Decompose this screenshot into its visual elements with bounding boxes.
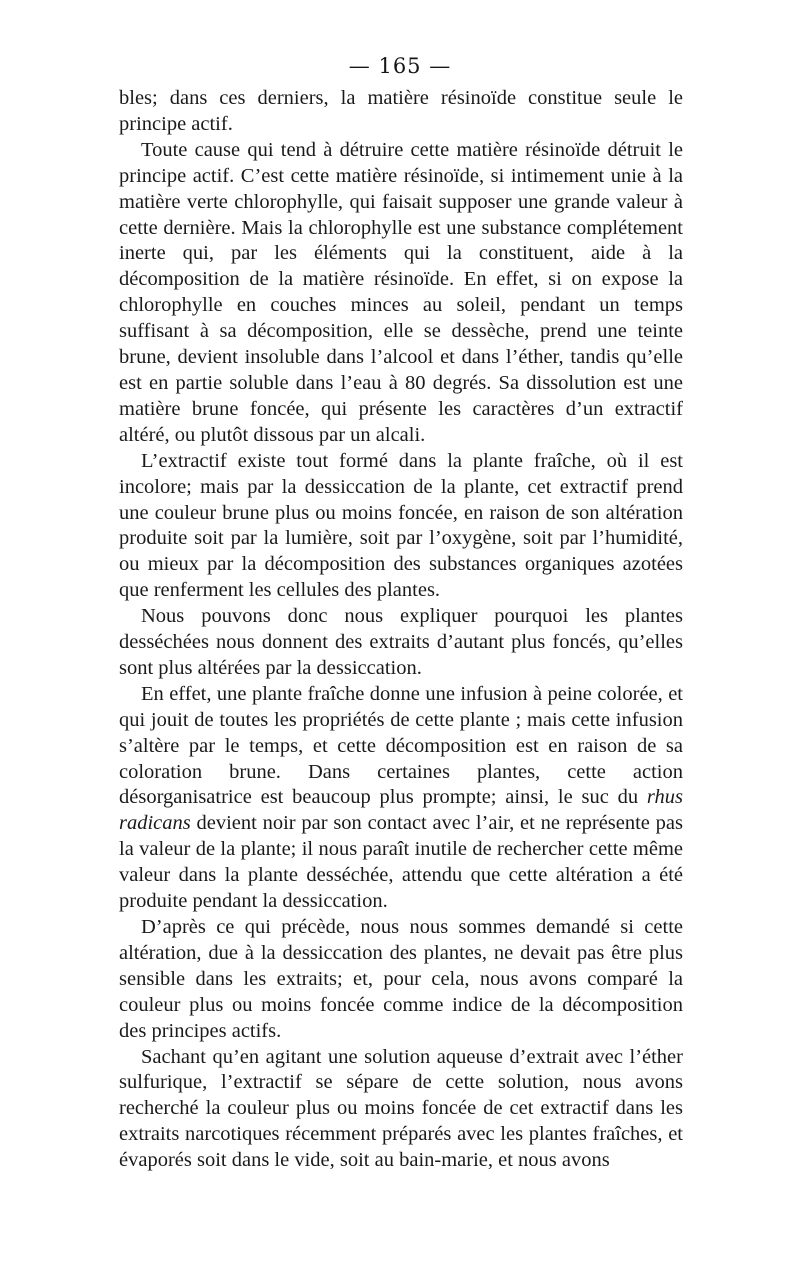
paragraph-5 [119,682,683,915]
page-number: — 165 — [348,54,452,78]
paragraph-6: D’après ce qui précède, nous nous sommes demandé si cette altération, due à la dessiccation des plantes, ne devait pas être plus sensible dans les extraits; et, pour cela, nous avons comparé la couleur plus ou moins foncée comme indice de la décomposition des principes actifs. [119,916,683,1042]
paragraph-4: Nous pouvons donc nous expliquer pourquoi les plantes desséchées nous donnent des extraits d’autant plus foncés, qu’elles sont plus altérées par la dessiccation. [119,605,683,679]
species-name-italic: rhus radicans [119,786,683,835]
paragraph-3: L’extractif existe tout formé dans la plante fraîche, où il est incolore; mais par la dessiccation de la plante, cet extractif prend une couleur brune plus ou moins foncée, en raison de son altération produite soit par la lumière, soit par l’oxygène, soit par l’humidité, ou mieux par la décomposition des substances organiques azotées que renferment les cellules des plantes. [119,449,683,602]
paragraph-7: Sachant qu’en agitant une solution aqueuse d’extrait avec l’éther sulfurique, l’extractif se sépare de cette solution, nous avons recherché la couleur plus ou moins foncée de cet extractif dans les extraits narcotiques récemment préparés avec les plantes fraîches, et évaporés soit dans le vide, soit au bain-marie, et nous avons [119,1045,683,1172]
body-text [119,86,683,1174]
paragraph-5-part-2: devient noir par son contact avec l’air, et ne représente pas la valeur de la plante; il nous paraît inutile de rechercher cette même valeur dans la plante desséchée, attendu que cette altération a été produite pendant la dessiccation. [119,812,683,913]
paragraph-5-part-1: En effet, une plante fraîche donne une infusion à peine colorée, et qui jouit de toutes les propriétés de cette plante ; mais cette infusion s’altère par le temps, et cette décomposition est en raison de sa coloration brune. Dans certaines plantes, cette action désorganisatrice est beaucoup plus prompte; ainsi, le suc du [119,682,683,809]
paragraph-1: bles; dans ces derniers, la matière résinoïde constitue seule le principe actif. [119,87,683,135]
paragraph-2: Toute cause qui tend à détruire cette matière résinoïde détruit le principe actif. C’est cette matière résinoïde, si intimement unie à la matière verte chlorophylle, qui faisait supposer une grande valeur à cette dernière. Mais la chlorophylle est une substance complétement inerte qui, par les éléments qui la constituent, aide à la décomposition de la matière résinoïde. En effet, si on expose la chlorophylle en couches minces au soleil, pendant un temps suffisant à sa décomposition, elle se dessèche, prend une teinte brune, devient insoluble dans l’alcool et dans l’éther, tandis qu’elle est en partie soluble dans l’eau à 80 degrés. Sa dissolution est une matière brune foncée, qui présente les caractères d’un extractif altéré, ou plutôt dissous par un alcali. [119,138,683,446]
